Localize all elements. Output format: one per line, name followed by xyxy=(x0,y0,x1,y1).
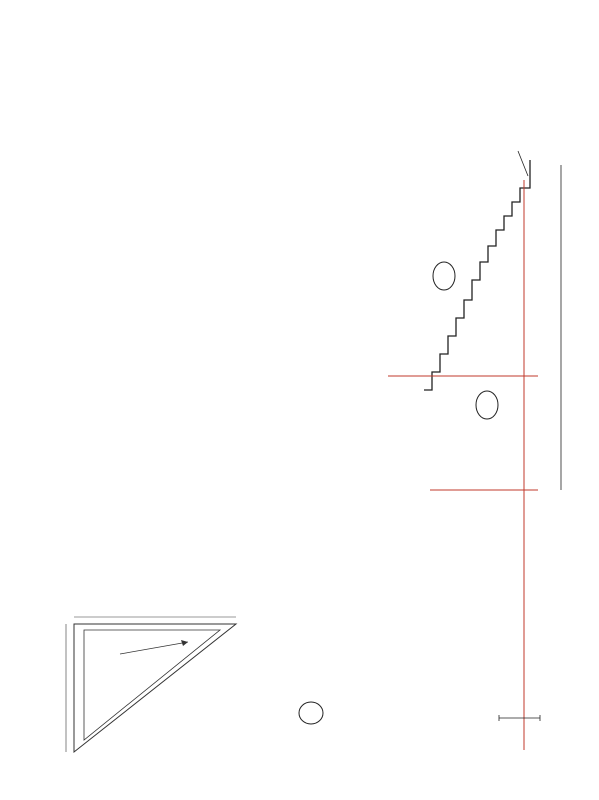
schema-diagram xyxy=(60,600,240,760)
schema-arrow xyxy=(120,642,188,654)
flower-marker-2 xyxy=(476,391,498,419)
decrease-line xyxy=(424,160,530,390)
schema-inner-triangle xyxy=(84,630,220,740)
schema-arrow-head xyxy=(181,640,188,646)
flower-legend-icon xyxy=(296,700,326,726)
schema-outer-triangle xyxy=(74,624,236,752)
flower-marker-1 xyxy=(433,262,455,290)
eksiltme-pointer xyxy=(518,151,528,176)
